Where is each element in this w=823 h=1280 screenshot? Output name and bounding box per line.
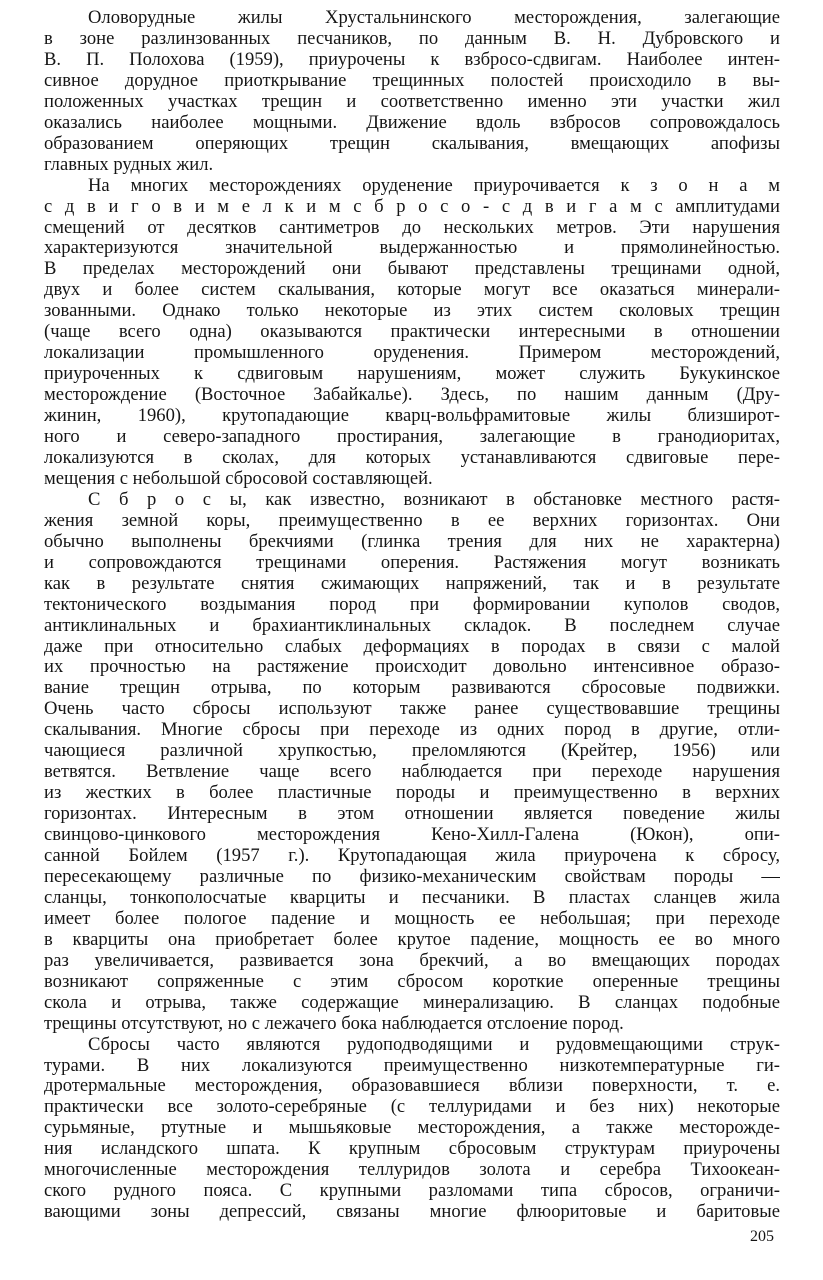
text-line: положенных участках трещин и соответственно именно эти участки жил — [44, 91, 780, 112]
text-line: чающиеся различной хрупкостью, преломляются (Крейтер, 1956) или — [44, 740, 780, 761]
text-line: жинин, 1960), крутопадающие кварц-вольфрамитовые жилы близширот- — [44, 405, 780, 426]
text-line: оказались наиболее мощными. Движение вдоль взбросов сопровождалось — [44, 112, 780, 133]
text-line: с д в и г о в и м е л к и м с б р о с о - с д в и г а м с амплитудами — [44, 196, 780, 217]
text-line: двух и более систем скалывания, которые могут все оказаться минерали- — [44, 279, 780, 300]
text-line: обычно выполнены брекчиями (глинка трения для них не характерна) — [44, 531, 780, 552]
text-line: С б р о с ы, как известно, возникают в обстановке местного растя- — [88, 489, 780, 510]
text-line: главных рудных жил. — [44, 154, 214, 175]
text-line: скола и отрыва, также содержащие минерализацию. В сланцах подобные — [44, 992, 780, 1013]
text-line: смещений от десятков сантиметров до нескольких метров. Эти нарушения — [44, 217, 780, 238]
text-line: пересекающему различные по физико-механическим свойствам породы — — [44, 866, 780, 887]
text-line: ского рудного пояса. С крупными разломами типа сбросов, ограничи- — [44, 1180, 780, 1201]
text-line: характеризуются значительной выдержанностью и прямолинейностью. — [44, 237, 780, 258]
text-line: месторождение (Восточное Забайкалье). Здесь, по нашим данным (Дру- — [44, 384, 780, 405]
text-line: сивное дорудное приоткрывание трещинных полостей происходило в вы- — [44, 70, 780, 91]
text-line: сланцы, тонкополосчатые кварциты и песчаники. В пластах сланцев жила — [44, 887, 780, 908]
text-line: жения земной коры, преимущественно в ее верхних горизонтах. Они — [44, 510, 780, 531]
text-line: их прочностью на растяжение происходит довольно интенсивное образо- — [44, 656, 780, 677]
text-line: зованными. Однако только некоторые из этих систем сколовых трещин — [44, 300, 780, 321]
text-line: многочисленные месторождения теллуридов золота и серебра Тихоокеан- — [44, 1159, 780, 1180]
text-line: из жестких в более пластичные породы и преимущественно в верхних — [44, 782, 780, 803]
text-line: ния исландского шпата. К крупным сбросовым структурам приурочены — [44, 1138, 780, 1159]
text-line: локализуются в сколах, для которых устанавливаются сдвиговые пере- — [44, 447, 780, 468]
text-line: сурьмяные, ртутные и мышьяковые месторождения, а также месторожде- — [44, 1117, 780, 1138]
text-line: Оловорудные жилы Хрустальнинского месторождения, залегающие — [88, 7, 780, 28]
text-line: антиклинальных и брахиантиклинальных складок. В последнем случае — [44, 615, 780, 636]
text-line: Очень часто сбросы используют также ранее существовавшие трещины — [44, 698, 780, 719]
text-line: На многих месторождениях оруденение приурочивается к з о н а м — [88, 175, 780, 196]
text-line: и сопровождаются трещинами оперения. Растяжения могут возникать — [44, 552, 780, 573]
text-line: в кварциты она приобретает более крутое падение, мощность ее во много — [44, 929, 780, 950]
text-line: даже при относительно слабых деформациях в породах в связи с малой — [44, 636, 780, 657]
text-line: практически все золото-серебряные (с теллуридами и без них) некоторые — [44, 1096, 780, 1117]
text-line: раз увеличивается, развивается зона брекчий, а во вмещающих породах — [44, 950, 780, 971]
text-line: вание трещин отрыва, по которым развиваются сбросовые подвижки. — [44, 677, 780, 698]
text-line: тектонического воздымания пород при формировании куполов сводов, — [44, 594, 780, 615]
text-line: Сбросы часто являются рудоподводящими и рудовмещающими струк- — [88, 1034, 780, 1055]
text-line: (чаще всего одна) оказываются практически интересными в отношении — [44, 321, 780, 342]
text-line: В. П. Полохова (1959), приурочены к взбросо-сдвигам. Наиболее интен- — [44, 49, 780, 70]
text-line: локализации промышленного оруденения. Примером месторождений, — [44, 342, 780, 363]
text-line: в зоне разлинзованных песчаников, по данным В. Н. Дубровского и — [44, 28, 780, 49]
text-line: ного и северо-западного простирания, залегающие в гранодиоритах, — [44, 426, 780, 447]
text-line: как в результате снятия сжимающих напряжений, так и в результате — [44, 573, 780, 594]
text-line: возникают сопряженные с этим сбросом короткие оперенные трещины — [44, 971, 780, 992]
text-line: трещины отсутствуют, но с лежачего бока наблюдается отслоение пород. — [44, 1013, 624, 1034]
text-line: мещения с небольшой сбросовой составляющей. — [44, 468, 433, 489]
text-line: приуроченных к сдвиговым нарушениям, может служить Букукинское — [44, 363, 780, 384]
text-line: имеет более пологое падение и мощность ее небольшая; при переходе — [44, 908, 780, 929]
page-number: 205 — [750, 1228, 774, 1245]
text-line: ветвятся. Ветвление чаще всего наблюдается при переходе нарушения — [44, 761, 780, 782]
text-line: дротермальные месторождения, образовавшиеся вблизи поверхности, т. е. — [44, 1075, 780, 1096]
text-line: турами. В них локализуются преимущественно низкотемпературные ги- — [44, 1055, 780, 1076]
text-line: вающими зоны депрессий, связаны многие флюоритовые и баритовые — [44, 1201, 780, 1222]
text-line: свинцово-цинкового месторождения Кено-Хилл-Галена (Юкон), опи- — [44, 824, 780, 845]
text-line: образованием оперяющих трещин скалывания, вмещающих апофизы — [44, 133, 780, 154]
text-line: скалывания. Многие сбросы при переходе из одних пород в другие, отли- — [44, 719, 780, 740]
text-line: В пределах месторождений они бывают представлены трещинами одной, — [44, 258, 780, 279]
text-line: санной Бойлем (1957 г.). Крутопадающая жила приурочена к сбросу, — [44, 845, 780, 866]
text-line: горизонтах. Интересным в этом отношении является поведение жилы — [44, 803, 780, 824]
